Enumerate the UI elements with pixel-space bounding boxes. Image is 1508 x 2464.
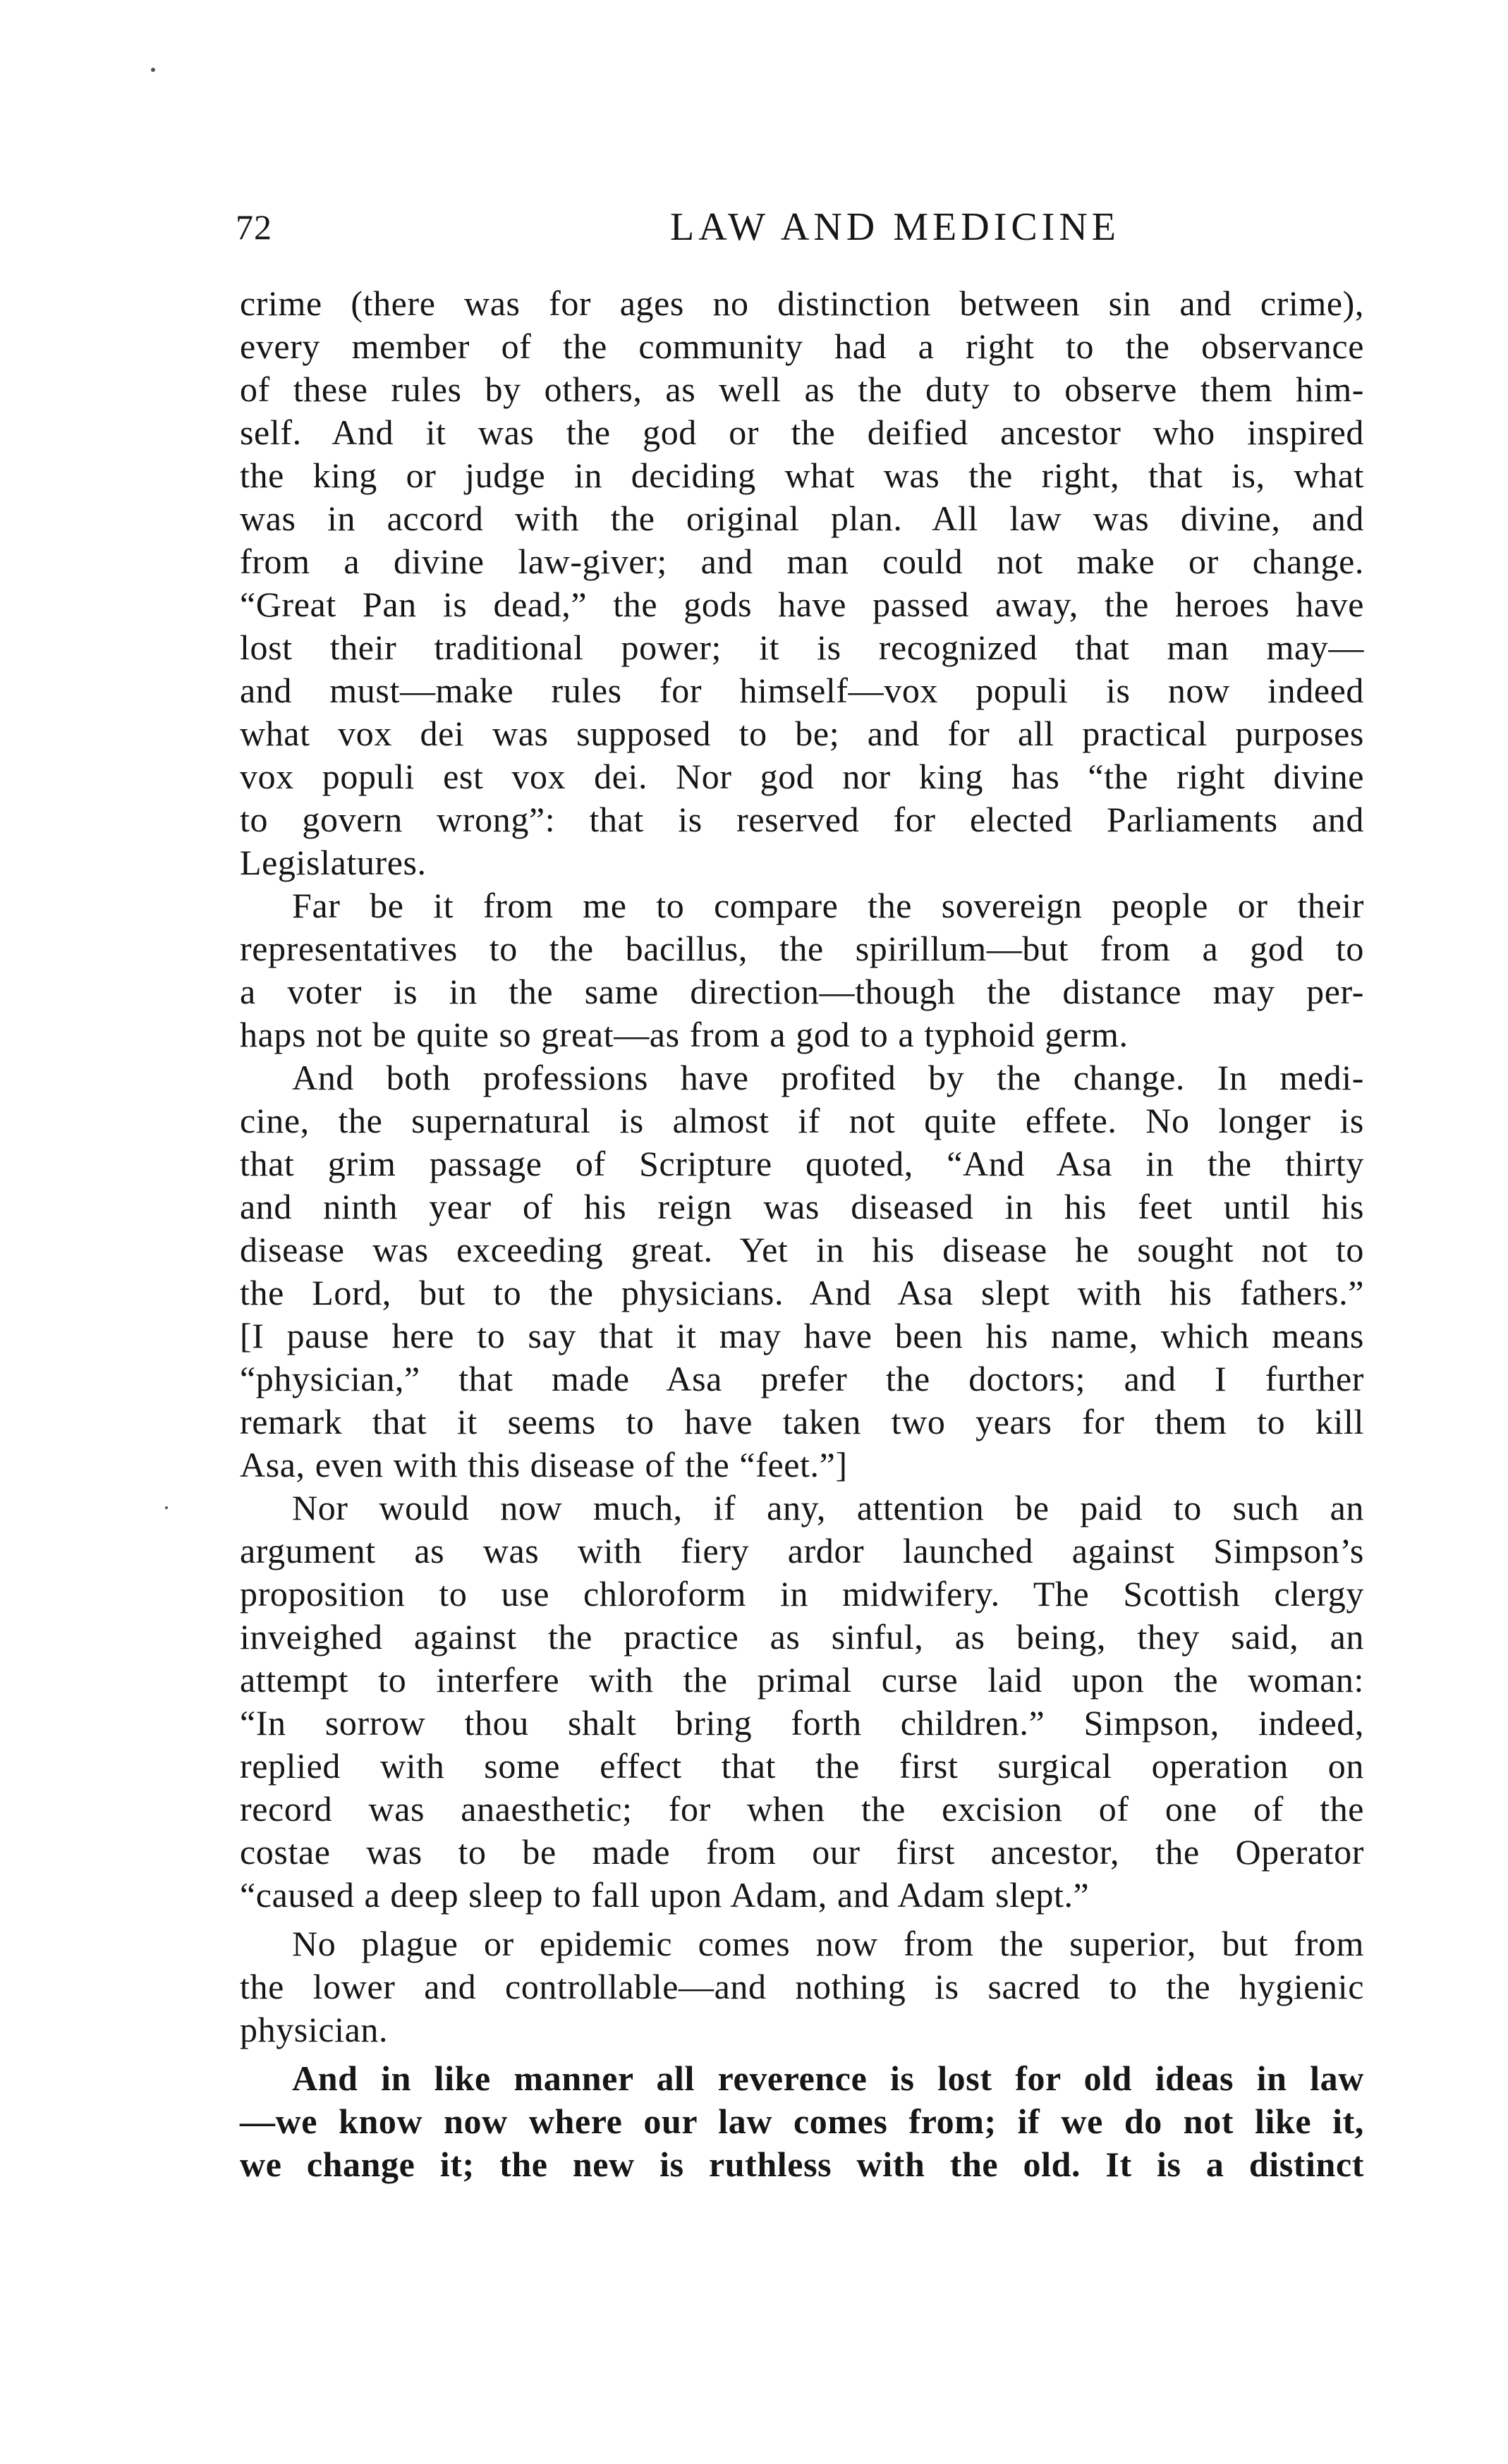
text-line: —we know now where our law comes from; if we do not like it, bbox=[240, 2102, 1364, 2141]
text-line: that grim passage of Scripture quoted, “And Asa in the thirty bbox=[240, 1144, 1364, 1183]
paragraph-gap bbox=[240, 1917, 1364, 1922]
text-line: crime (there was for ages no distinction between sin and crime), bbox=[240, 283, 1364, 323]
paragraph bbox=[240, 884, 1364, 1056]
running-title: LAW AND MEDICINE bbox=[670, 205, 1120, 249]
text-line: And both professions have profited by the change. In medi- bbox=[292, 1058, 1364, 1097]
paragraph bbox=[240, 282, 1364, 884]
text-line: “Great Pan is dead,” the gods have passed away, the heroes have bbox=[240, 585, 1364, 624]
body-text bbox=[240, 282, 1364, 2186]
paragraph-gap bbox=[240, 2051, 1364, 2057]
scan-speck-top bbox=[151, 68, 155, 72]
text-line: Far be it from me to compare the sovereign people or their bbox=[292, 886, 1364, 925]
text-line: disease was exceeding great. Yet in his disease he sought not to bbox=[240, 1230, 1364, 1269]
text-line: of these rules by others, as well as the duty to observe them him- bbox=[240, 370, 1364, 409]
paragraph bbox=[240, 2057, 1364, 2186]
text-line: cine, the supernatural is almost if not quite effete. No longer is bbox=[240, 1101, 1364, 1140]
text-line: Asa, even with this disease of the “feet.”] bbox=[240, 1445, 848, 1484]
text-line: “caused a deep sleep to fall upon Adam, and Adam slept.” bbox=[240, 1875, 1090, 1915]
text-line: the Lord, but to the physicians. And Asa slept with his fathers.” bbox=[240, 1273, 1364, 1312]
text-line: inveighed against the practice as sinful, as being, they said, an bbox=[240, 1617, 1364, 1657]
text-line: proposition to use chloroform in midwifery. The Scottish clergy bbox=[240, 1574, 1364, 1614]
text-line: physician. bbox=[240, 2010, 389, 2049]
text-line: the lower and controllable—and nothing is sacred to the hygienic bbox=[240, 1967, 1364, 2006]
text-line: haps not be quite so great—as from a god to a typhoid germ. bbox=[240, 1015, 1129, 1054]
text-line: Nor would now much, if any, attention be paid to such an bbox=[292, 1488, 1364, 1527]
text-line: was in accord with the original plan. All law was divine, and bbox=[240, 499, 1364, 538]
text-line: argument as was with fiery ardor launched against Simpson’s bbox=[240, 1531, 1364, 1571]
paragraph bbox=[240, 1487, 1364, 1917]
page-header bbox=[236, 199, 1364, 255]
text-line: what vox dei was supposed to be; and for all practical purposes bbox=[240, 714, 1364, 753]
text-line: vox populi est vox dei. Nor god nor king has “the right divine bbox=[240, 757, 1364, 796]
text-line: No plague or epidemic comes now from the superior, but from bbox=[292, 1924, 1364, 1963]
text-line: remark that it seems to have taken two years for them to kill bbox=[240, 1402, 1364, 1441]
text-line: and must—make rules for himself—vox populi is now indeed bbox=[240, 671, 1364, 710]
text-line: lost their traditional power; it is recognized that man may— bbox=[240, 628, 1364, 667]
text-line: to govern wrong”: that is reserved for elected Parliaments and bbox=[240, 800, 1364, 839]
text-line: the king or judge in deciding what was the right, that is, what bbox=[240, 456, 1364, 495]
text-line: “In sorrow thou shalt bring forth children.” Simpson, indeed, bbox=[240, 1703, 1364, 1743]
text-line: we change it; the new is ruthless with the old. It is a distinct bbox=[240, 2145, 1364, 2184]
text-line: [I pause here to say that it may have been his name, which means bbox=[240, 1316, 1364, 1355]
text-line: replied with some effect that the first surgical operation on bbox=[240, 1746, 1364, 1786]
text-line: record was anaesthetic; for when the excision of one of the bbox=[240, 1789, 1364, 1829]
text-line: self. And it was the god or the deified ancestor who inspired bbox=[240, 413, 1364, 452]
page-number: 72 bbox=[236, 207, 272, 247]
paragraph bbox=[240, 1056, 1364, 1487]
text-line: Legislatures. bbox=[240, 843, 427, 882]
text-line: costae was to be made from our first ancestor, the Operator bbox=[240, 1832, 1364, 1872]
text-line: representatives to the bacillus, the spirillum—but from a god to bbox=[240, 929, 1364, 968]
scan-speck-margin bbox=[165, 1506, 168, 1509]
text-line: and ninth year of his reign was diseased in his feet until his bbox=[240, 1187, 1364, 1226]
text-line: every member of the community had a right to the observance bbox=[240, 327, 1364, 366]
paragraph bbox=[240, 1922, 1364, 2051]
text-line: from a divine law-giver; and man could not make or change. bbox=[240, 542, 1364, 581]
text-line: “physician,” that made Asa prefer the doctors; and I further bbox=[240, 1359, 1364, 1398]
text-line: And in like manner all reverence is lost for old ideas in law bbox=[292, 2059, 1364, 2098]
text-line: a voter is in the same direction—though the distance may per- bbox=[240, 972, 1364, 1011]
text-line: attempt to interfere with the primal curse laid upon the woman: bbox=[240, 1660, 1364, 1700]
